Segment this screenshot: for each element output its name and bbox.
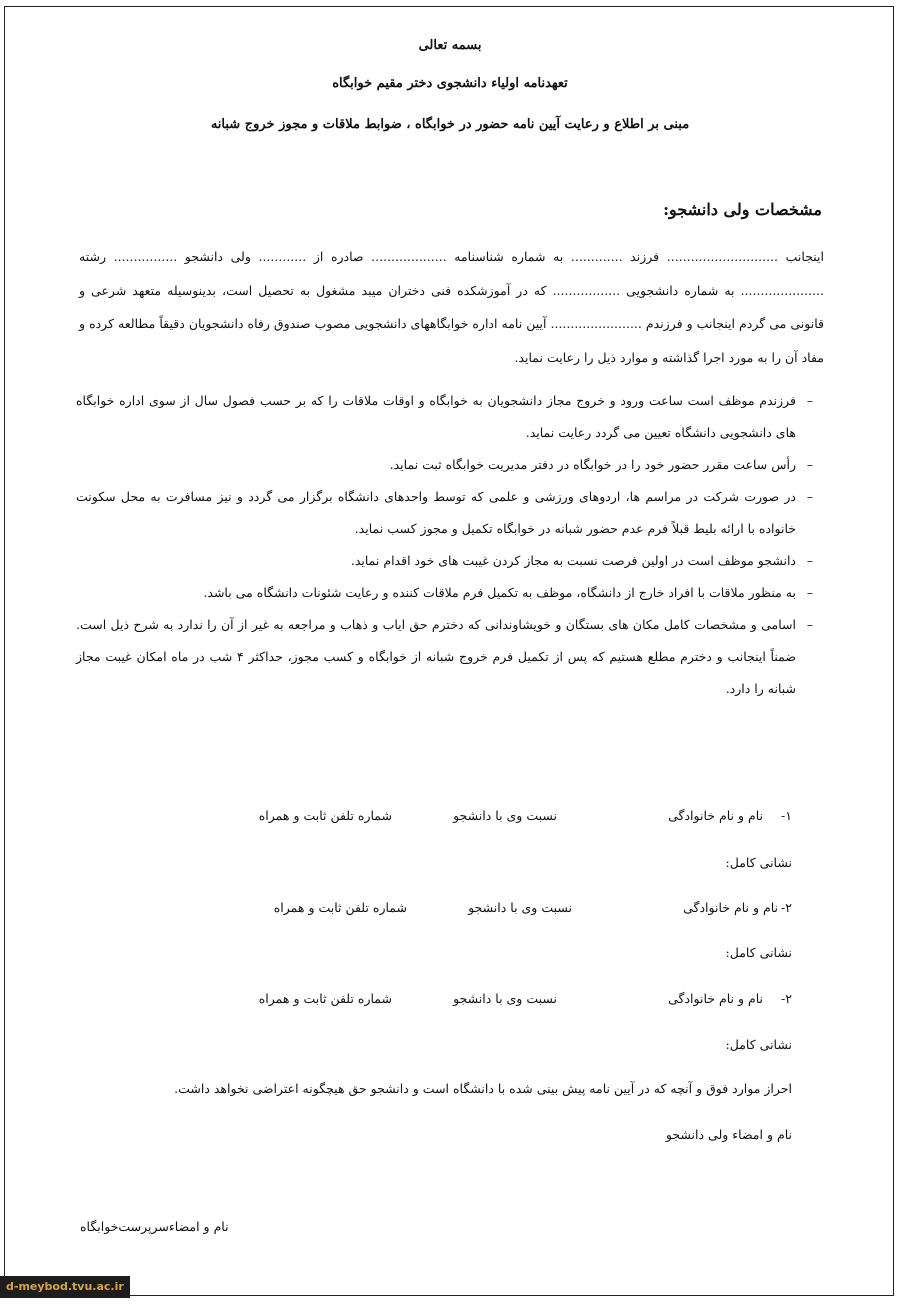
rule-text: به منظور ملاقات با افراد خارج از دانشگاه، موظف به تکمیل فرم ملاقات کننده و رعایت شئونات دانشگاه می باشد. [203, 585, 796, 600]
rule-item [76, 449, 824, 481]
rule-item [76, 609, 824, 705]
site-watermark: d-meybod.tvu.ac.ir [0, 1276, 130, 1298]
bismillah: بسمه تعالی [418, 38, 482, 53]
bullet-dash-icon: – [806, 393, 814, 408]
closing-statement: احراز موارد فوق و آنچه که در آیین نامه پیش بینی شده با دانشگاه است و دانشجو حق هیچگونه اعتراضی نخواهد داشت. [174, 1081, 792, 1096]
rule-text: دانشجو موظف است در اولین فرصت نسبت به مجاز کردن غیبت های خود اقدام نماید. [350, 553, 796, 568]
contact-name-field: نام و نام خانوادگی [668, 808, 763, 823]
contact-phone-field: شماره تلفن ثابت و همراه [273, 900, 407, 915]
contact-name-field: نام و نام خانوادگی [668, 991, 763, 1006]
rule-text: در صورت شرکت در مراسم ها، اردوهای ورزشی و علمی که توسط واحدهای دانشگاه برگزار می گردد و نیز مسافرت به محل سکونت خانواده با ارائه بلیط قبلاً فرم عدم حضور شبانه در خوابگاه تکمیل و مجوز کسب نماید. [76, 489, 796, 536]
bullet-dash-icon: – [806, 553, 814, 568]
contact-relation-field: نسبت وی با دانشجو [453, 991, 557, 1006]
rule-text: فرزندم موظف است ساعت ورود و خروج مجاز دانشجویان به خوابگاه و اوقات ملاقات را که بر حسب فصول سال از سوی اداره خوابگاه های دانشجویی دانشگاه تعیین می گردد رعایت نماید. [76, 393, 796, 440]
contact-name-field: نام و نام خانوادگی [683, 900, 778, 915]
contact-address-field: نشانی کامل: [725, 855, 792, 870]
contact-number: ۲- [781, 991, 792, 1006]
contact-phone-field: شماره تلفن ثابت و همراه [258, 808, 392, 823]
contact-address-field: نشانی کامل: [725, 945, 792, 960]
rule-item [76, 545, 824, 577]
contact-phone-field: شماره تلفن ثابت و همراه [258, 991, 392, 1006]
contact-relation-field: نسبت وی با دانشجو [468, 900, 572, 915]
rule-item [76, 481, 824, 545]
bullet-dash-icon: – [806, 585, 814, 600]
contact-number: ۲- [781, 900, 792, 915]
contact-relation-field: نسبت وی با دانشجو [453, 808, 557, 823]
rule-text: رأس ساعت مقرر حضور خود را در خوابگاه در دفتر مدیریت خوابگاه ثبت نماید. [389, 457, 796, 472]
rule-item [76, 385, 824, 449]
bullet-dash-icon: – [806, 457, 814, 472]
contact-number: ۱- [781, 808, 792, 823]
rule-item [76, 577, 824, 609]
intro-paragraph: اینجانب ............................ فرزند ............. به شماره شناسنامه ................... صادره از ............ ولی دانشجو ................ رشته ..................... به شماره دانشجویی ................. که در آموزشکده فنی دختران میبد مشغول به تحصیل است، بدینوسیله متعهد شرعی و قانونی می گردم اینجانب و فرزندم ....................... آیین نامه اداره خوابگاههای دانشجویی مصوب صندوق رفاه دانشجویان دقیقاً مطالعه کرده و مفاد آن را به مورد اجرا گذاشته و موارد ذیل را رعایت نماید. [79, 249, 824, 365]
supervisor-signature-label: نام و امضاءسرپرست‌خوابگاه [80, 1219, 229, 1234]
document-subtitle: مبنی بر اطلاع و رعایت آیین نامه حضور در خوابگاه ، ضوابط ملاقات و مجوز خروج شبانه [210, 117, 690, 132]
guardian-signature-label: نام و امضاء ولی دانشجو [665, 1127, 792, 1142]
rule-text: اسامی و مشخصات کامل مکان های بستگان و خویشاوندانی که دخترم حق ایاب و ذهاب و مراجعه به غیر از آن را ندارد به شرح ذیل است. ضمناً اینجانب و دخترم مطلع هستیم که پس از تکمیل فرم خروج شبانه از خوابگاه و کسب مجوز، حداکثر ۴ شب در ماه امکان غیبت مجاز شبانه را دارد. [76, 617, 796, 696]
bullet-dash-icon: – [806, 617, 814, 632]
section-heading: مشخصات ولی دانشجو: [663, 200, 822, 219]
rules-list [76, 385, 824, 705]
bullet-dash-icon: – [806, 489, 814, 504]
document-title: تعهدنامه اولیاء دانشجوی دختر مقیم خوابگاه [332, 76, 568, 91]
contact-address-field: نشانی کامل: [725, 1037, 792, 1052]
